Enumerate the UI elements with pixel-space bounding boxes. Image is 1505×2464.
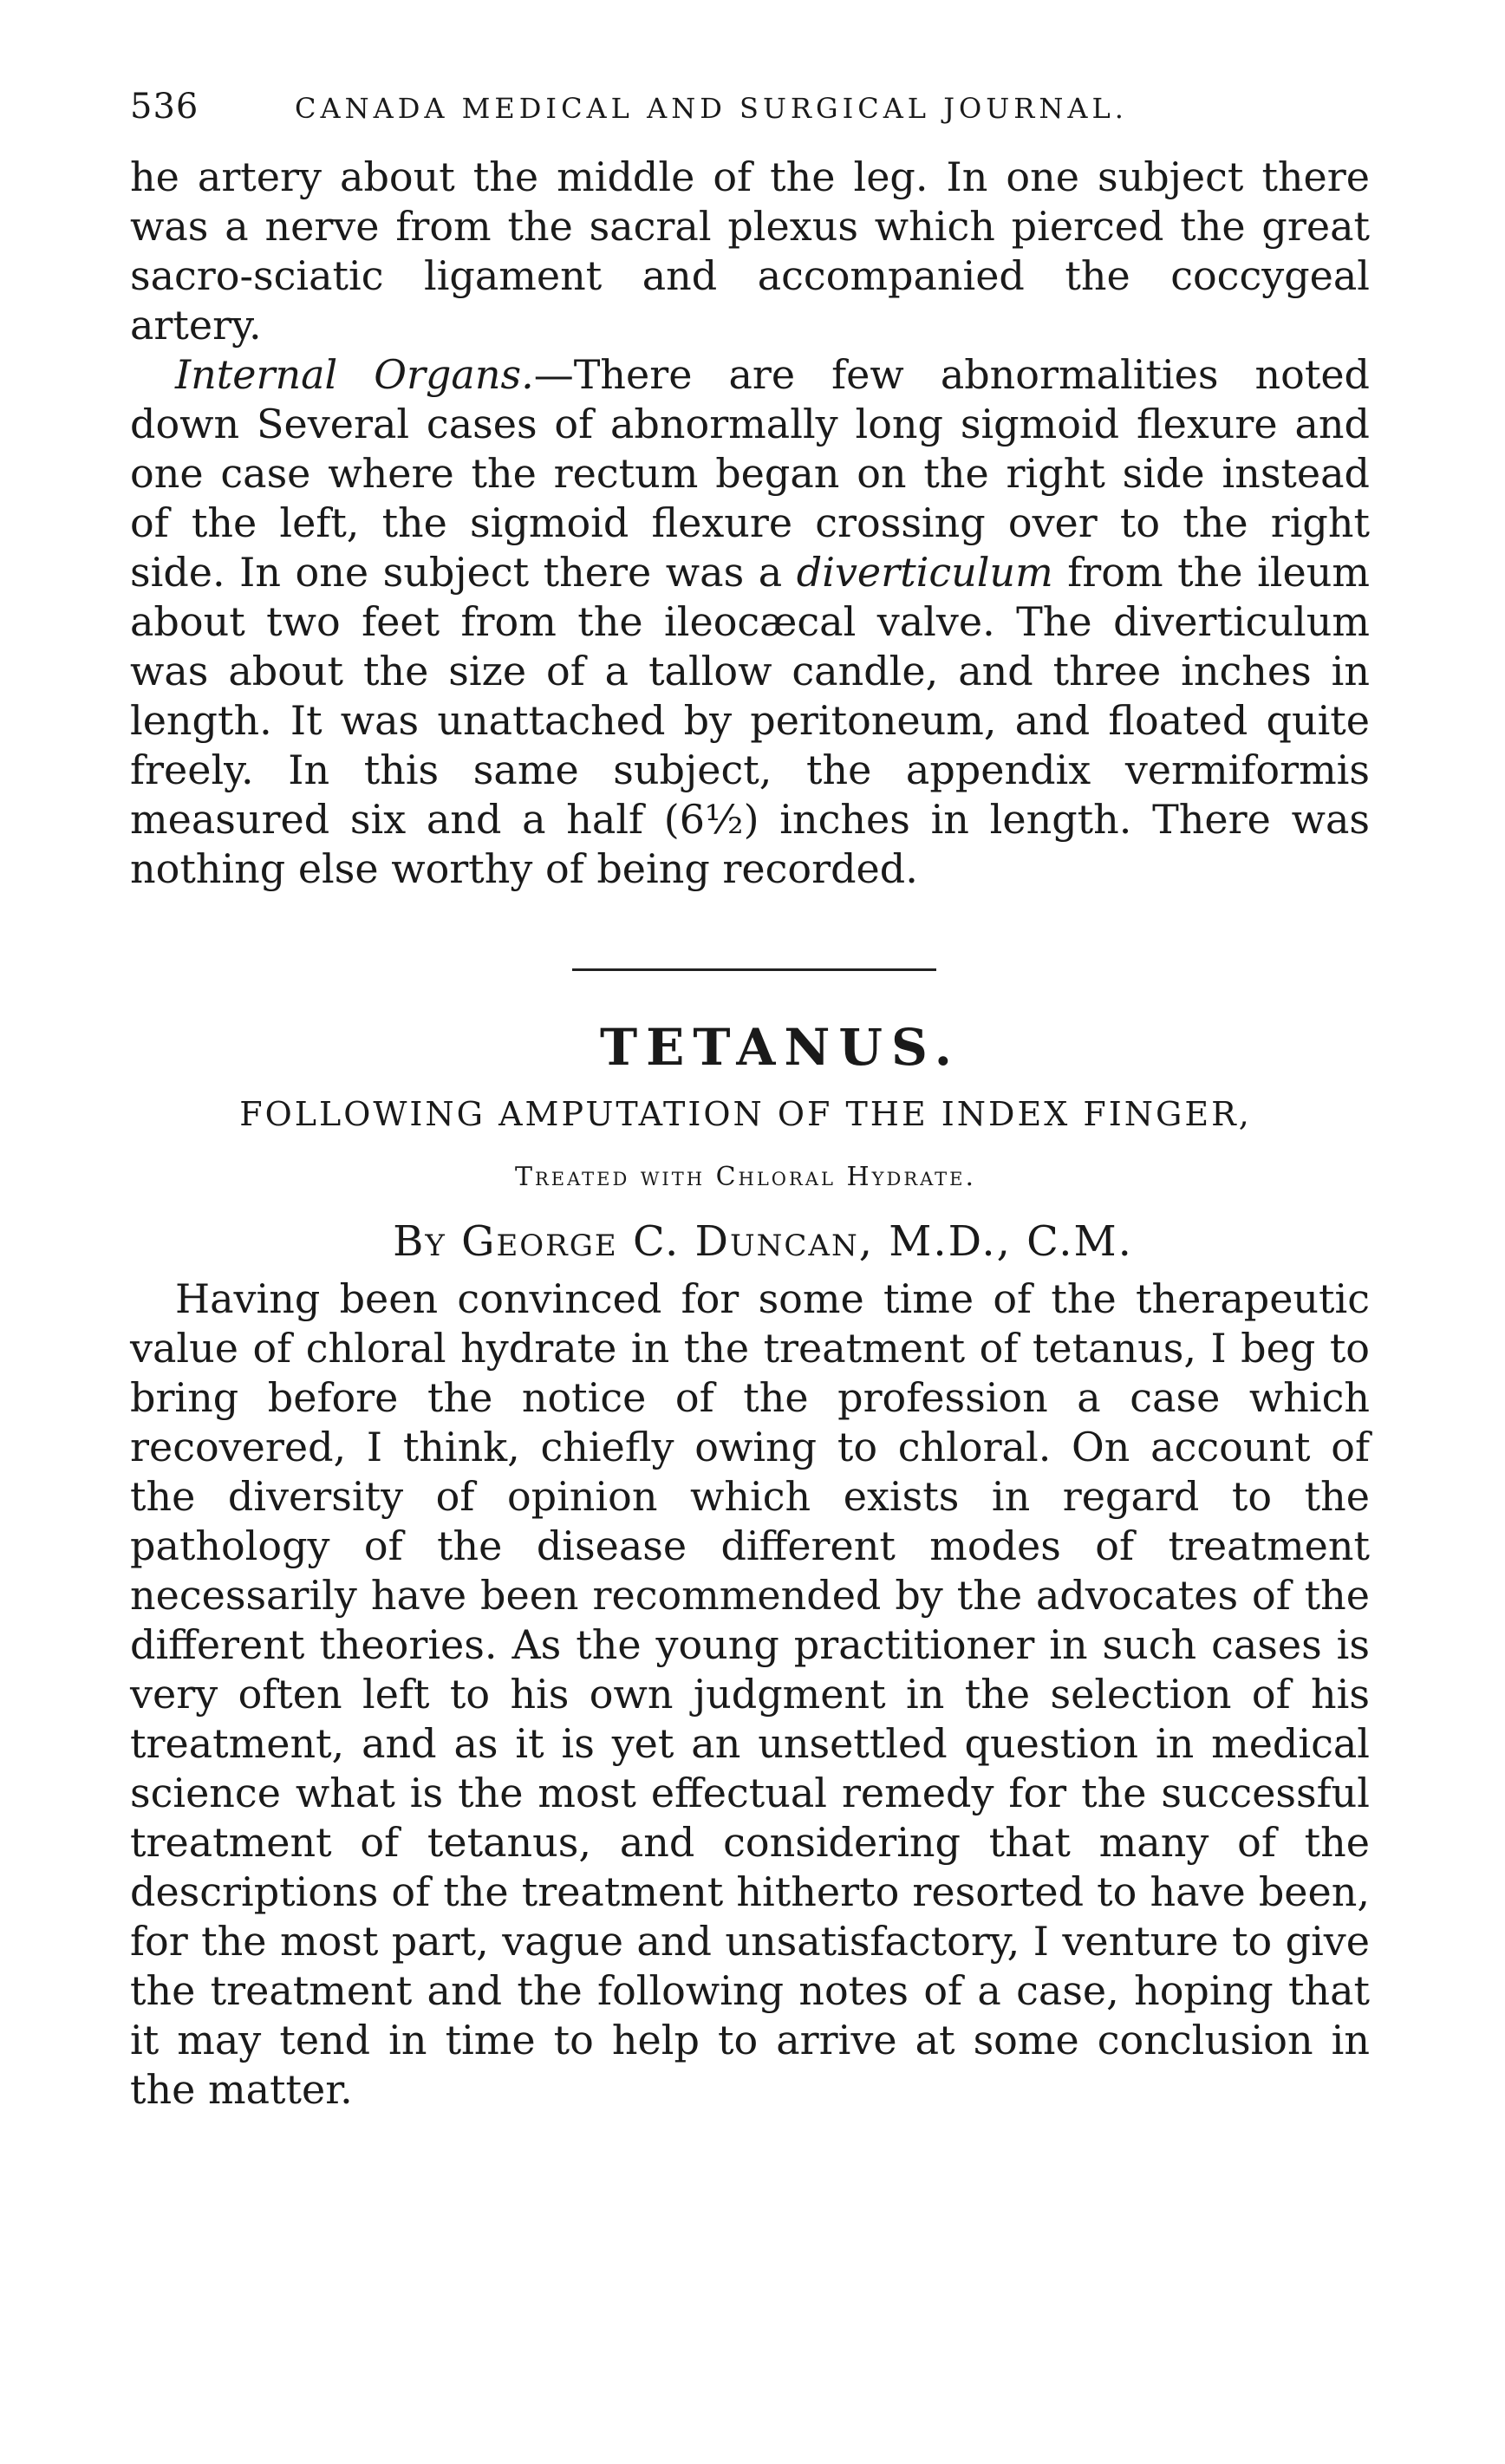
diverticulum-term: diverticulum	[796, 549, 1053, 596]
page-number: 536	[130, 87, 199, 127]
internal-organs-heading: Internal Organs.	[175, 351, 534, 398]
journal-title: CANADA MEDICAL AND SURGICAL JOURNAL.	[295, 92, 1128, 125]
continuation-text-2: —There are few abnormalities noted down Several cases of abnormally long sigmoid flexure and one case where the rectum began on the right side instead of the left, the sigmoid flexure crossing over to the right side. In one subject there was a	[130, 351, 1370, 596]
continuation-text-3: from the ileum about two feet from the ileocæcal valve. The diverticulum was about the size of a tallow candle, and three inches in length. It was unattached by peritoneum, and floated quite freely. In this same subject, the appendix vermiformis measured six and a half (6½) inches in length. There was nothing else worthy of being recorded.	[130, 549, 1370, 892]
article-treatment-line: Treated with Chloral Hydrate.	[514, 1162, 977, 1192]
journal-page	[130, 87, 1370, 2115]
continuation-text-1: he artery about the middle of the leg. In one subject there was a nerve from the sacral plexus which pierced the great sacro-sciatic ligament and accompanied the coccygeal artery.	[130, 153, 1370, 349]
continuation-paragraph-1	[130, 153, 1370, 350]
section-divider	[572, 968, 936, 971]
article-byline: By George C. Duncan, M.D., C.M.	[393, 1217, 1133, 1266]
article-body-paragraph	[130, 1274, 1370, 2115]
running-header	[130, 87, 1361, 147]
article-title: TETANUS.	[600, 1018, 961, 1077]
continuation-paragraph-2	[130, 350, 1370, 894]
article-subtitle: FOLLOWING AMPUTATION OF THE INDEX FINGER,	[239, 1095, 1252, 1133]
article-body-text: Having been convinced for some time of the therapeutic value of chloral hydrate in the treatment of tetanus, I beg to bring before the notice of the profession a case which recovered, I think, chiefly owing to chloral. On account of the diversity of opinion which exists in regard to the pathology of the disease different modes of treatment necessarily have been recommended by the advocates of the different theories. As the young practitioner in such cases is very often left to his own judgment in the selection of his treatment, and as it is yet an unsettled question in medical science what is the most effectual remedy for the successful treatment of tetanus, and considering that many of the descriptions of the treatment hitherto resorted to have been, for the most part, vague and unsatisfactory, I venture to give the treatment and the following notes of a case, hoping that it may tend in time to help to arrive at some conclusion in the matter.	[130, 1275, 1370, 2113]
